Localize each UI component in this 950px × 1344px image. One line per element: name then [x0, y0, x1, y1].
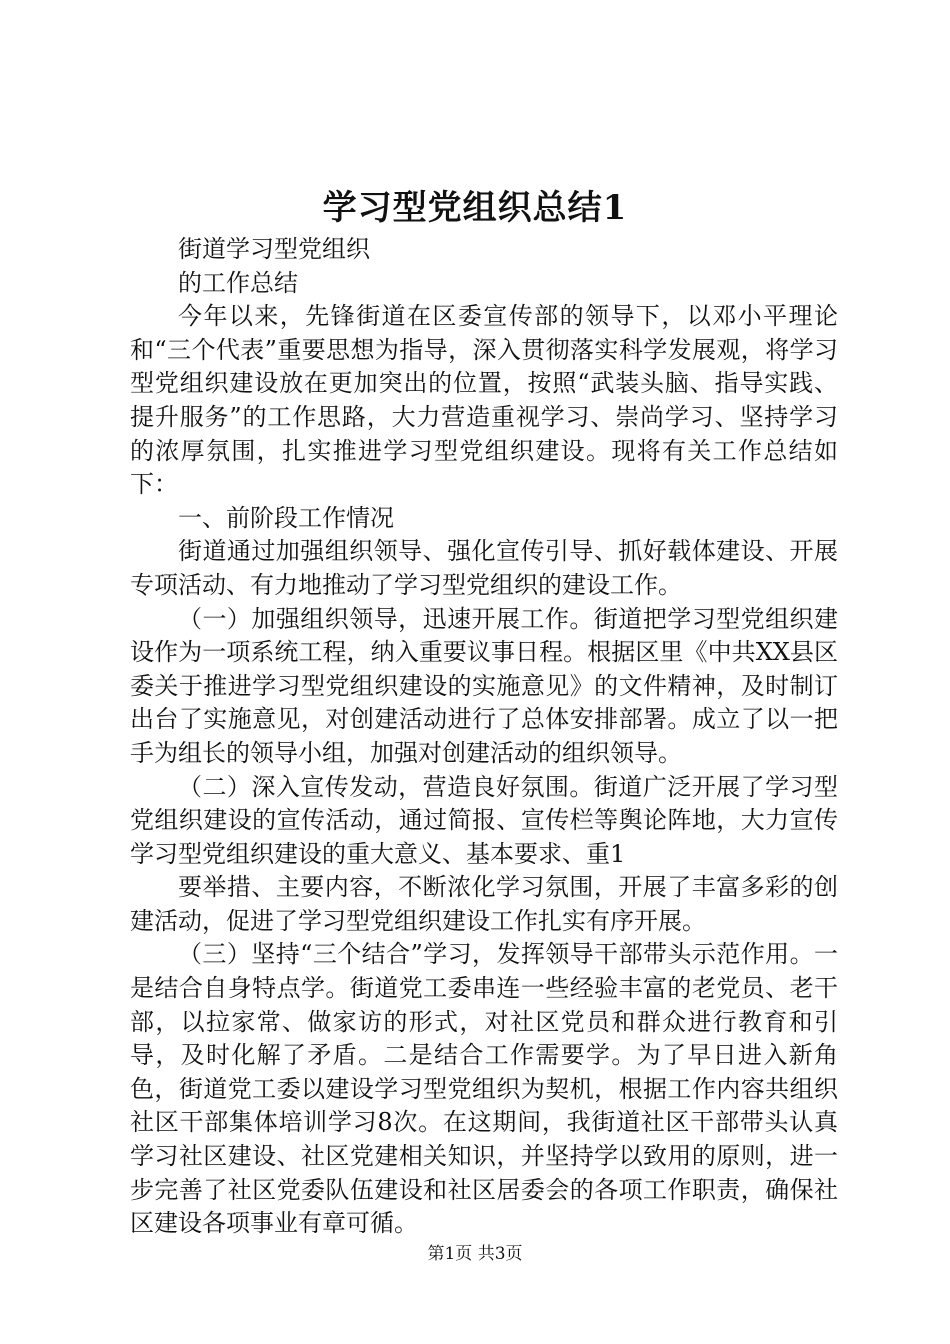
document-title: 学习型党组织总结1: [322, 188, 628, 228]
paragraph-item-2: （二）深入宣传发动，营造良好氛围。街道广泛开展了学习型党组织建设的宣传活动，通过简报、宣传栏等舆论阵地，大力宣传学习型党组织建设的重大意义、基本要求、重1: [130, 772, 838, 868]
paragraph-overview: 街道通过加强组织领导、强化宣传引导、抓好载体建设、开展专项活动、有力地推动了学习型党组织的建设工作。: [130, 537, 838, 599]
paragraph-item-3: （三）坚持“三个结合”学习，发挥领导干部带头示范作用。一是结合自身特点学。街道党工委串连一些经验丰富的老党员、老干部，以拉家常、做家访的形式，对社区党员和群众进行教育和引导，及时化解了矛盾。二是结合工作需要学。为了早日进入新角色，街道党工委以建设学习型党组织为契机，根据工作内容共组织社区干部集体培训学习8次。在这期间，我街道社区干部带头认真学习社区建设、社区党建相关知识，并坚持学以致用的原则，进一步完善了社区党委队伍建设和社区居委会的各项工作职责，确保社区建设各项事业有章可循。: [130, 940, 838, 1238]
paragraph-intro: 今年以来，先锋街道在区委宣传部的领导下，以邓小平理论和“三个代表”重要思想为指导，深入贯彻落实科学发展观，将学习型党组织建设放在更加突出的位置，按照“武装头脑、指导实践、提升服务”的工作思路，大力营造重视学习、崇尚学习、坚持学习的浓厚氛围，扎实推进学习型党组织建设。现将有关工作总结如下：: [130, 302, 838, 499]
paragraph-item-1: （一）加强组织领导，迅速开展工作。街道把学习型党组织建设作为一项系统工程，纳入重要议事日程。根据区里《中共XX县区委关于推进学习型党组织建设的实施意见》的文件精神，及时制订出台了实施意见，对创建活动进行了总体安排部署。成立了以一把手为组长的领导小组，加强对创建活动的组织领导。: [130, 604, 838, 767]
paragraph-item-2-continued: 要举措、主要内容，不断浓化学习氛围，开展了丰富多彩的创建活动，促进了学习型党组织建设工作扎实有序开展。: [130, 873, 838, 935]
section-heading: 一、前阶段工作情况: [178, 503, 394, 532]
paragraph-heading-line-2: 的工作总结: [178, 268, 298, 297]
page-number-footer: 第1页 共3页: [427, 1244, 523, 1264]
document-body: [130, 233, 838, 1241]
paragraph-heading-line-1: 街道学习型党组织: [178, 235, 370, 263]
